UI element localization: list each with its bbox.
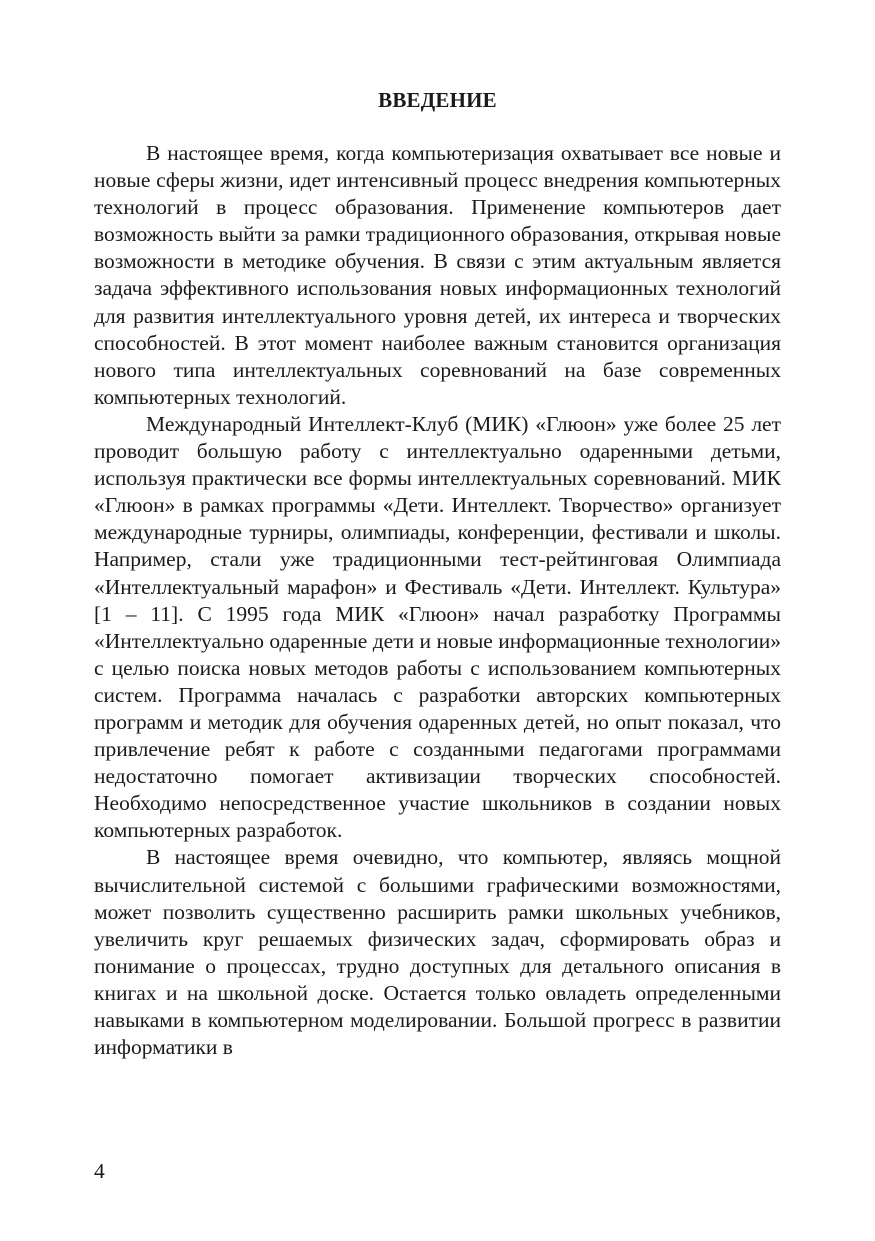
paragraph-1: В настоящее время, когда компьютеризация охватывает все новые и новые сферы жизни, идет интенсивный процесс внедрения компьютерных технологий в процесс образования. Применение компьютеров дает возможность выйти за рамки традиционного образования, открывая новые возможности в методике обучения. В связи с этим актуальным является задача эффективного использования новых информационных технологий для развития интеллектуального уровня детей, их интереса и творческих способностей. В этот момент наиболее важным становится организация нового типа интеллектуальных соревнований на базе современных компьютерных технологий. [94,141,781,409]
section-title: ВВЕДЕНИЕ [378,88,497,112]
paragraph-3: В настоящее время очевидно, что компьютер, являясь мощной вычислительной системой с большими графическими возможностями, может позволить существенно расширить рамки школьных учебников, увеличить круг решаемых физических задач, сформировать образ и понимание о процессах, трудно доступных для детального описания в книгах и на школьной доске. Остается только овладеть определенными навыками в компьютерном моделировании. Большой прогресс в развитии информатики в [94,845,781,1060]
paragraph-2: Международный Интеллект-Клуб (МИК) «Глюон» уже более 25 лет проводит большую работу с интеллектуально одаренными детьми, используя практически все формы интеллектуальных соревнований. МИК «Глюон» в рамках программы «Дети. Интеллект. Творчество» организует международные турниры, олимпиады, конференции, фестивали и школы. Например, стали уже традиционными тест-рейтинговая Олимпиада «Интеллектуальный марафон» и Фестиваль «Дети. Интеллект. Культура» [1 – 11]. С 1995 года МИК «Глюон» начал разработку Программы «Интеллектуально одаренные дети и новые информационные технологии» с целью поиска новых методов работы с использованием компьютерных систем. Программа началась с разработки авторских компьютерных программ и методик для обучения одаренных детей, но опыт показал, что привлечение ребят к работе с созданными педагогами программами недостаточно помогает активизации творческих способностей. Необходимо непосредственное участие школьников в создании новых компьютерных разработок. [94,411,781,843]
page-number: 4 [94,1159,105,1183]
body-text [94,140,781,1061]
